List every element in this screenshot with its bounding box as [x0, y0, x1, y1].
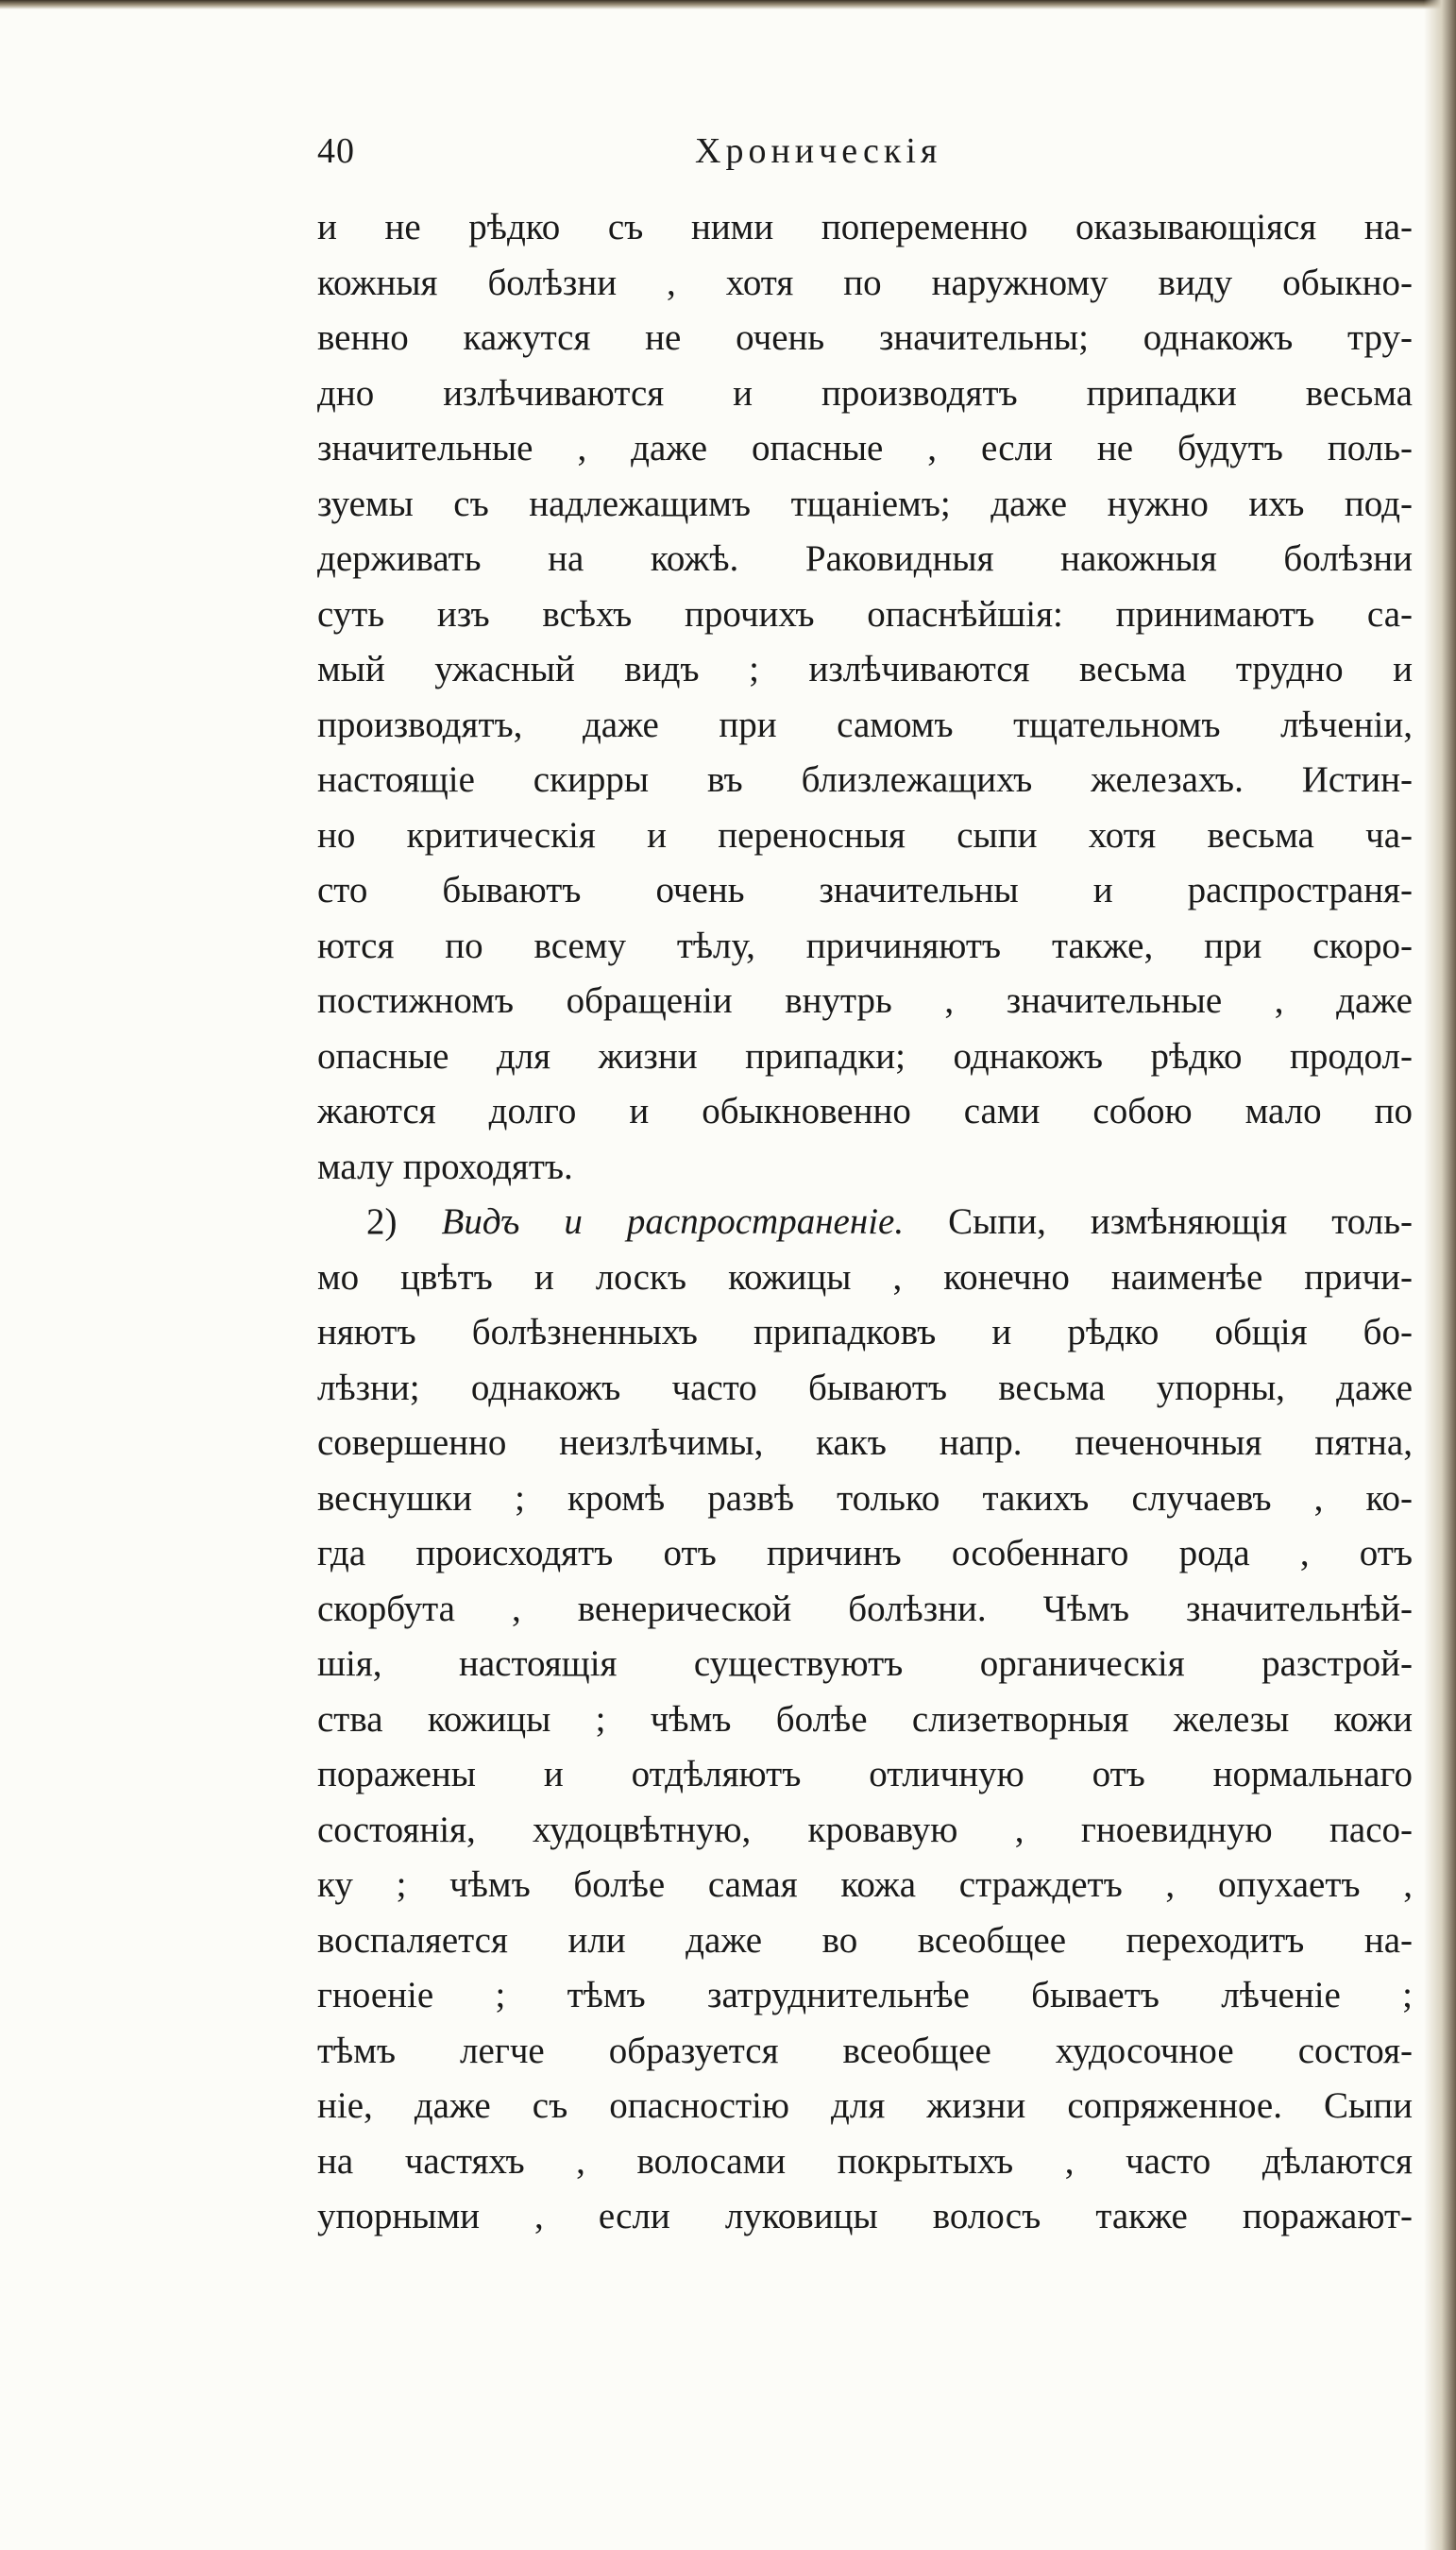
page-header — [310, 130, 1405, 187]
text-line: жаются долго и обыкновенно сами собою мало по — [317, 1091, 1413, 1131]
text-line: производятъ, даже при самомъ тщательномъ лѣченіи, — [317, 704, 1413, 745]
section-first-line-text: Сыпи, измѣняющія толь- — [948, 1201, 1413, 1242]
body-text — [317, 200, 1413, 2245]
text-line: тѣмъ легче образуется всеобщее худосочное состоя- — [317, 2030, 1413, 2071]
text-line: совершенно неизлѣчимы, какъ напр. печеночныя пятна, — [317, 1422, 1413, 1463]
text-line: состоянія, худоцвѣтную, кровавую , гноевидную пасо- — [317, 1809, 1413, 1850]
text-line: сто бываютъ очень значительны и распространя- — [317, 870, 1413, 910]
text-line: ку ; чѣмъ болѣе самая кожа страждетъ , опухаетъ , — [317, 1864, 1413, 1905]
text-line: постижномъ обращеніи внутрь , значительные , даже — [317, 980, 1413, 1021]
running-head: Хроническія — [695, 131, 942, 171]
page-right-edge-shadow — [1424, 0, 1456, 2550]
text-line: ніе, даже съ опасностію для жизни сопряженное. Сыпи — [317, 2085, 1413, 2126]
text-line: дно излѣчиваются и производятъ припадки весьма — [317, 372, 1413, 414]
text-line: ются по всему тѣлу, причиняютъ также, при скоро- — [317, 925, 1413, 966]
text-line: зуемы съ надлежащимъ тщаніемъ; даже нужно ихъ под- — [317, 483, 1413, 524]
text-line: на частяхъ , волосами покрытыхъ , часто дѣлаются — [317, 2140, 1413, 2182]
section-heading: Видъ и распространеніе. — [441, 1201, 905, 1242]
text-line: шія, настоящія существуютъ органическія разстрой- — [317, 1643, 1413, 1684]
text-line: опасные для жизни припадки; однакожъ рѣдко продол- — [317, 1035, 1413, 1077]
text-line: гда происходятъ отъ причинъ особеннаго рода , отъ — [317, 1533, 1413, 1573]
text-line: венно кажутся не очень значительны; однакожъ тру- — [317, 317, 1413, 358]
text-line: поражены и отдѣляютъ отличную отъ нормальнаго — [317, 1754, 1413, 1794]
section-number: 2) — [366, 1201, 398, 1242]
text-line: настоящіе скирры въ близлежащихъ железахъ. Истин- — [317, 759, 1413, 800]
text-line: кожныя болѣзни , хотя по наружному виду обыкно- — [317, 262, 1413, 303]
text-line: и не рѣдко съ ними попеременно оказывающіяся на- — [317, 207, 1413, 247]
text-line: но критическія и переносныя сыпи хотя весьма ча- — [317, 814, 1413, 856]
text-line: веснушки ; кромѣ развѣ только такихъ случаевъ , ко- — [317, 1477, 1413, 1519]
text-line: суть изъ всѣхъ прочихъ опаснѣйшія: принимаютъ са- — [317, 593, 1413, 635]
text-line: воспаляется или даже во всеобщее переходитъ на- — [317, 1919, 1413, 1961]
text-line: гноеніе ; тѣмъ затруднительнѣе бываетъ лѣченіе ; — [317, 1975, 1413, 2015]
text-line: упорными , если луковицы волосъ также поражают- — [317, 2196, 1413, 2236]
text-line: лѣзни; однакожъ часто бываютъ весьма упорны, даже — [317, 1367, 1413, 1408]
paragraph-last-line: малу проходятъ. — [317, 1146, 573, 1187]
text-line: значительные , даже опасные , если не будутъ поль- — [317, 428, 1413, 468]
page-number: 40 — [317, 131, 355, 171]
text-line: мо цвѣтъ и лоскъ кожицы , конечно наименѣе причи- — [317, 1256, 1413, 1298]
text-line: няютъ болѣзненныхъ припадковъ и рѣдко общія бо- — [317, 1312, 1413, 1352]
page-top-edge-shadow — [0, 0, 1456, 9]
text-line: держивать на кожѣ. Раковидныя накожныя болѣзни — [317, 538, 1413, 579]
text-line: скорбута , венерической болѣзни. Чѣмъ значительнѣй- — [317, 1588, 1413, 1629]
text-line: мый ужасный видъ ; излѣчиваются весьма трудно и — [317, 649, 1413, 689]
section-2-first-line — [317, 1195, 1413, 1250]
text-line: ства кожицы ; чѣмъ болѣе слизетворныя железы кожи — [317, 1698, 1413, 1740]
